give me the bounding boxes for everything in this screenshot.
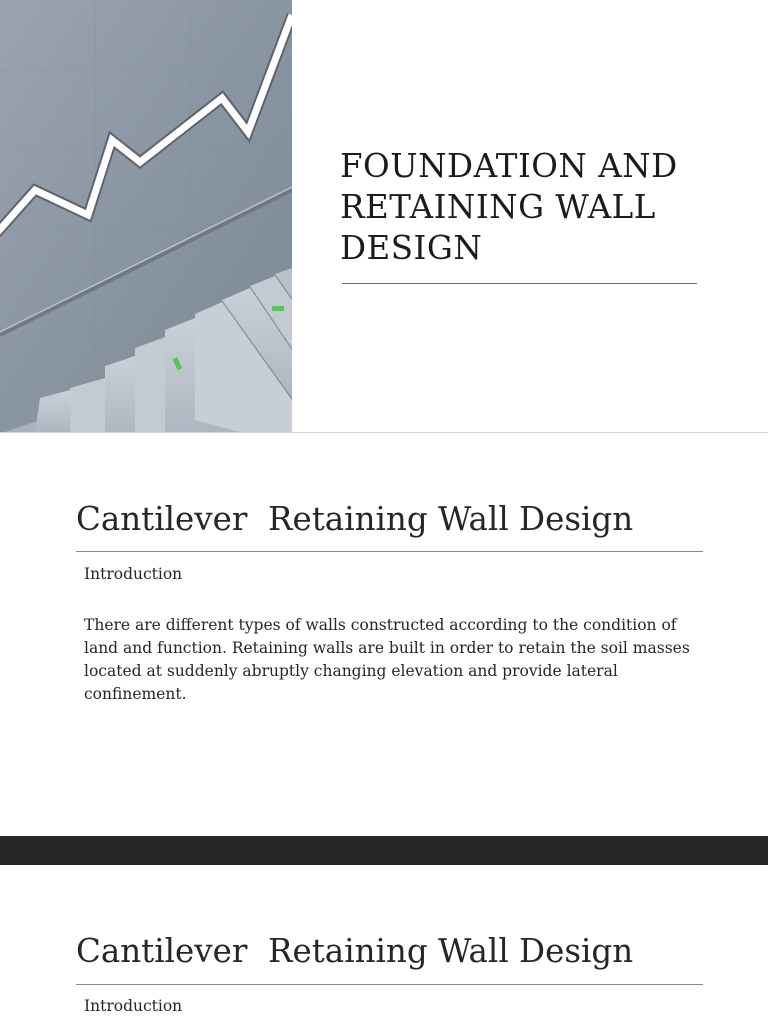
slide-heading: Cantilever Retaining Wall Design — [76, 932, 634, 970]
slide-body-text: There are different types of walls constructed according to the condition of land and function. Retaining walls are built in order to retain the soil masses located at suddenly abruptly changing elevation and provide lateral confinement. — [84, 616, 690, 703]
title-underline — [342, 283, 697, 284]
slide-heading: Cantilever Retaining Wall Design — [76, 500, 634, 538]
slide-subheading: Introduction — [84, 565, 183, 583]
content-slide-1 — [0, 433, 768, 836]
slide-subheading: Introduction — [84, 997, 183, 1015]
content-slide-2 — [0, 865, 768, 1024]
presentation-title: FOUNDATION AND RETAINING WALL DESIGN — [340, 147, 678, 267]
stairs-growth-chart-image — [0, 0, 292, 432]
slide-divider-band — [0, 836, 768, 865]
title-slide — [0, 0, 768, 432]
heading-underline — [76, 551, 703, 552]
heading-underline — [76, 984, 703, 985]
